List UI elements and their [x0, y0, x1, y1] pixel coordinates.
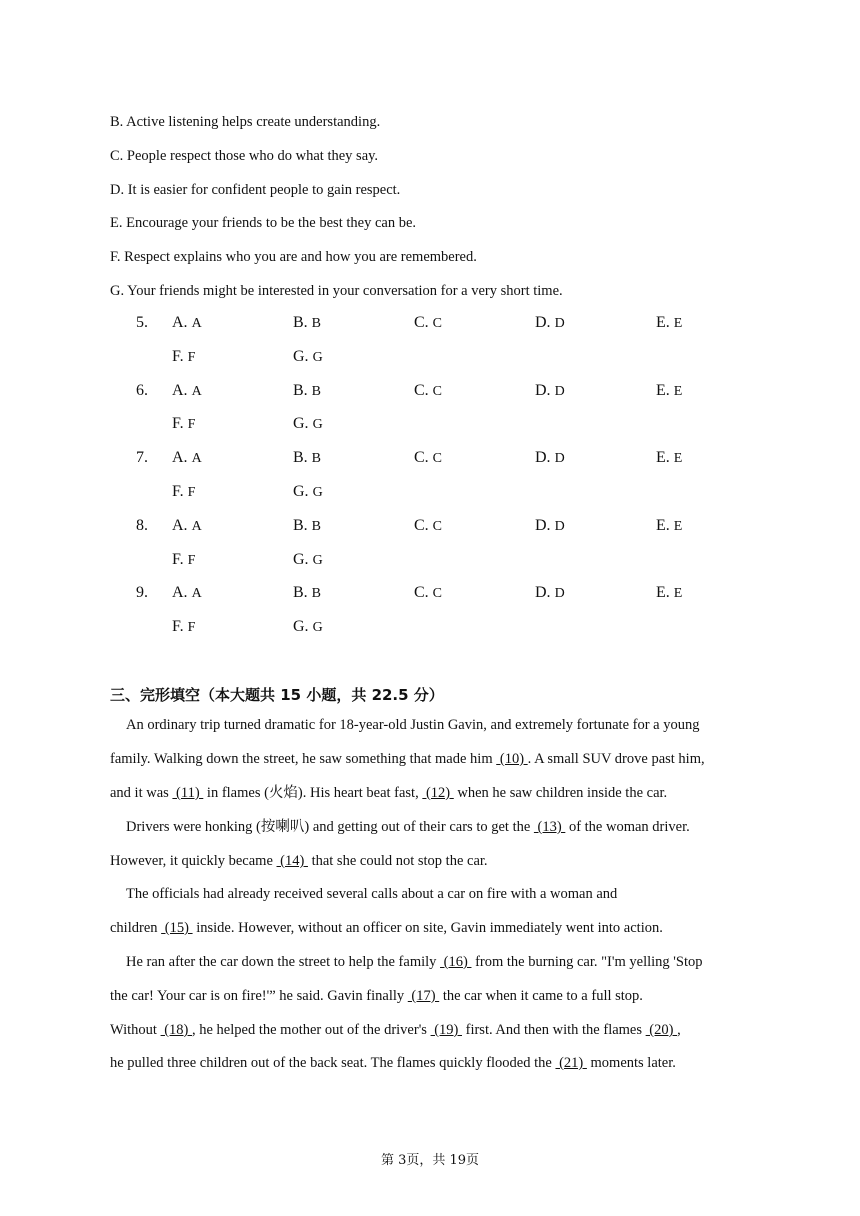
answer-choice[interactable] — [656, 517, 682, 535]
choice-letter: C. — [414, 516, 433, 534]
passage-text: children — [110, 920, 162, 936]
answer-choice[interactable] — [172, 382, 202, 400]
answer-choice[interactable] — [293, 449, 321, 467]
choice-letter: D. — [535, 584, 555, 602]
question-row-continued — [0, 618, 860, 640]
passage-text: in flames (火焰). His heart beat fast, — [203, 785, 423, 801]
passage-line — [110, 777, 760, 811]
choice-letter: D. — [535, 449, 555, 467]
choice-letter: B. — [293, 314, 312, 331]
choice-letter: D. — [535, 381, 555, 399]
answer-choice[interactable] — [656, 382, 682, 400]
passage-text: of the woman driver. — [565, 819, 690, 835]
answer-choice[interactable] — [535, 314, 565, 332]
choice-letter: C. — [414, 314, 433, 331]
choice-letter: B. — [293, 449, 312, 467]
choice-letter: B. — [293, 584, 312, 602]
passage-text: he pulled three children out of the back seat. The flames quickly flooded the — [110, 1055, 556, 1071]
option-statement: G. Your friends might be interested in your conversation for a very short time. — [110, 283, 563, 299]
passage-text: family. Walking down the street, he saw something that made him — [110, 751, 497, 767]
choice-value: E — [673, 316, 683, 331]
answer-choice[interactable] — [172, 483, 195, 501]
choice-value: B — [311, 383, 322, 399]
choice-letter: E. — [656, 449, 674, 467]
answer-choice[interactable] — [172, 517, 202, 535]
answer-choice[interactable] — [535, 584, 565, 602]
choice-value: F — [187, 552, 196, 568]
choice-letter: C. — [414, 449, 433, 467]
section-heading-middle: 小题，共 — [301, 686, 372, 704]
question-number: 8. — [136, 516, 148, 534]
choice-value: B — [311, 586, 322, 602]
choice-letter: A. — [172, 381, 192, 399]
cloze-blank[interactable]: (12) — [422, 785, 454, 801]
choice-value: B — [311, 316, 322, 331]
choice-value: D — [554, 451, 565, 467]
choice-value: E — [673, 383, 683, 399]
section-score: 22.5 — [371, 686, 409, 704]
answer-choice[interactable] — [414, 449, 442, 467]
cloze-blank[interactable]: (15) — [161, 920, 193, 936]
choice-value: D — [554, 518, 565, 534]
choice-letter: G. — [293, 618, 313, 636]
answer-choice[interactable] — [535, 517, 565, 535]
passage-text: Drivers were honking (按喇叭) and getting out of their cars to get the — [126, 819, 534, 835]
passage-text: An ordinary trip turned dramatic for 18-year-old Justin Gavin, and extremely fortunate for a young — [126, 717, 700, 733]
choice-value: F — [187, 620, 196, 636]
answer-choice[interactable] — [656, 314, 682, 332]
section-heading-prefix: 三、完形填空（本大题共 — [110, 686, 281, 704]
option-statement: B. Active listening helps create understanding. — [110, 114, 381, 130]
answer-choice[interactable] — [172, 584, 202, 602]
cloze-blank[interactable]: (16) — [440, 954, 472, 970]
question-row-continued — [0, 348, 860, 370]
passage-line — [110, 912, 760, 946]
choice-value: G — [312, 552, 323, 568]
answer-choice[interactable] — [172, 449, 202, 467]
page-footer: 第 3页，共 19页 — [380, 1153, 480, 1168]
choice-value: A — [191, 316, 202, 331]
choice-letter: F. — [172, 415, 188, 433]
passage-text: from the burning car. "I'm yelling 'Stop — [471, 954, 703, 970]
choice-value: E — [673, 451, 683, 467]
passage-line — [110, 1014, 760, 1048]
passage-text: , he helped the mother out of the driver's — [192, 1022, 431, 1038]
passage-text: He ran after the car down the street to help the family — [126, 954, 441, 970]
passage-text: that she could not stop the car. — [307, 853, 488, 869]
answer-choice[interactable] — [172, 618, 195, 636]
choice-value: C — [432, 316, 443, 331]
answer-choice[interactable] — [293, 551, 323, 569]
passage-line — [126, 878, 776, 912]
choice-letter: E. — [656, 584, 674, 602]
answer-choice[interactable] — [414, 314, 442, 332]
passage-line — [110, 980, 760, 1014]
passage-line — [126, 811, 776, 845]
question-row — [0, 314, 860, 336]
question-number: 5. — [136, 314, 148, 331]
passage-text: . A small SUV drove past him, — [527, 751, 705, 767]
answer-choice[interactable] — [293, 483, 323, 501]
choice-value: G — [312, 485, 323, 500]
answer-choice[interactable] — [172, 551, 195, 569]
choice-letter: A. — [172, 314, 192, 331]
question-number: 9. — [136, 584, 148, 602]
passage-line — [110, 743, 760, 777]
choice-letter: B. — [293, 381, 312, 399]
choice-letter: G. — [293, 483, 313, 500]
choice-value: C — [432, 383, 443, 399]
option-statement: D. It is easier for confident people to gain respect. — [110, 182, 401, 198]
choice-value: E — [673, 518, 683, 534]
choice-letter: G. — [293, 550, 313, 568]
choice-value: D — [554, 383, 565, 399]
option-statement: E. Encourage your friends to be the best they can be. — [110, 215, 417, 231]
choice-value: C — [432, 518, 443, 534]
choice-value: F — [187, 485, 196, 500]
question-row — [0, 449, 860, 471]
choice-value: A — [191, 451, 202, 467]
answer-choice[interactable] — [293, 618, 323, 636]
answer-choice[interactable] — [172, 415, 195, 433]
answer-choice[interactable] — [293, 348, 323, 366]
choice-letter: G. — [293, 347, 313, 365]
choice-value: D — [554, 586, 565, 602]
question-number: 7. — [136, 449, 148, 467]
question-row-continued — [0, 415, 860, 437]
option-statement: F. Respect explains who you are and how you are remembered. — [110, 249, 477, 265]
choice-value: G — [312, 417, 323, 433]
choice-letter: C. — [414, 584, 433, 602]
choice-letter: D. — [535, 516, 555, 534]
cloze-blank[interactable]: (18) — [160, 1022, 192, 1038]
passage-line — [126, 709, 776, 743]
passage-line — [110, 1047, 760, 1081]
choice-value: D — [554, 316, 565, 331]
question-row-continued — [0, 551, 860, 573]
choice-value: B — [311, 451, 322, 467]
cloze-blank[interactable]: (21) — [555, 1055, 587, 1071]
section-question-count: 15 — [280, 686, 302, 704]
choice-value: G — [312, 349, 323, 365]
choice-value: A — [191, 518, 202, 534]
answer-choice[interactable] — [293, 382, 321, 400]
passage-text: the car when it came to a full stop. — [439, 988, 643, 1004]
answer-choice[interactable] — [414, 382, 442, 400]
cloze-blank[interactable]: (11) — [172, 785, 204, 801]
choice-letter: B. — [293, 516, 312, 534]
choice-letter: A. — [172, 449, 192, 467]
choice-value: C — [432, 586, 443, 602]
answer-choice[interactable] — [293, 517, 321, 535]
choice-letter: A. — [172, 516, 192, 534]
passage-text: and it was — [110, 785, 173, 801]
question-row — [0, 382, 860, 404]
passage-text: when he saw children inside the car. — [453, 785, 668, 801]
answer-choice[interactable] — [656, 584, 682, 602]
choice-letter: A. — [172, 584, 192, 602]
choice-value: F — [187, 349, 196, 365]
choice-letter: C. — [414, 381, 433, 399]
passage-text: the car! Your car is on fire!'” he said. Gavin finally — [110, 988, 408, 1004]
choice-letter: E. — [656, 516, 674, 534]
passage-text: first. And then with the flames — [462, 1022, 646, 1038]
question-row — [0, 584, 860, 606]
passage-text: However, it quickly became — [110, 853, 277, 869]
choice-value: B — [311, 518, 322, 534]
answer-choice[interactable] — [172, 314, 202, 332]
answer-choice[interactable] — [293, 314, 321, 332]
answer-choice[interactable] — [535, 449, 565, 467]
question-row-continued — [0, 483, 860, 505]
section-heading-suffix: 分） — [408, 686, 444, 704]
answer-choice[interactable] — [656, 449, 682, 467]
choice-letter: D. — [535, 314, 555, 331]
passage-text: Without — [110, 1022, 161, 1038]
choice-letter: G. — [293, 415, 313, 433]
option-statement: C. People respect those who do what they say. — [110, 148, 379, 164]
choice-letter: E. — [656, 314, 674, 331]
answer-choice[interactable] — [172, 348, 195, 366]
passage-text: inside. However, without an officer on site, Gavin immediately went into action. — [192, 920, 663, 936]
section-heading — [110, 684, 444, 705]
answer-choice[interactable] — [535, 382, 565, 400]
choice-letter: F. — [172, 483, 188, 500]
choice-letter: F. — [172, 618, 188, 636]
passage-line — [110, 845, 760, 879]
choice-value: E — [673, 586, 683, 602]
cloze-blank[interactable]: (10) — [496, 751, 528, 767]
answer-choice[interactable] — [414, 584, 442, 602]
passage-text: , — [677, 1022, 681, 1038]
cloze-blank[interactable]: (20) — [645, 1022, 678, 1038]
passage-text: The officials had already received several calls about a car on fire with a woman and — [126, 886, 618, 902]
choice-letter: E. — [656, 381, 674, 399]
passage-line — [126, 946, 776, 980]
cloze-blank[interactable]: (14) — [276, 853, 308, 869]
passage-text: moments later. — [586, 1055, 676, 1071]
answer-choice[interactable] — [293, 584, 321, 602]
choice-letter: F. — [172, 347, 188, 365]
answer-choice[interactable] — [414, 517, 442, 535]
cloze-blank[interactable]: (13) — [533, 819, 566, 835]
cloze-blank[interactable]: (17) — [407, 988, 440, 1004]
choice-value: G — [312, 620, 323, 636]
choice-value: A — [191, 586, 202, 602]
choice-letter: F. — [172, 550, 188, 568]
question-row — [0, 517, 860, 539]
cloze-blank[interactable]: (19) — [430, 1022, 462, 1038]
choice-value: C — [432, 451, 443, 467]
choice-value: F — [187, 417, 196, 433]
choice-value: A — [191, 383, 202, 399]
answer-choice[interactable] — [293, 415, 323, 433]
question-number: 6. — [136, 381, 148, 399]
